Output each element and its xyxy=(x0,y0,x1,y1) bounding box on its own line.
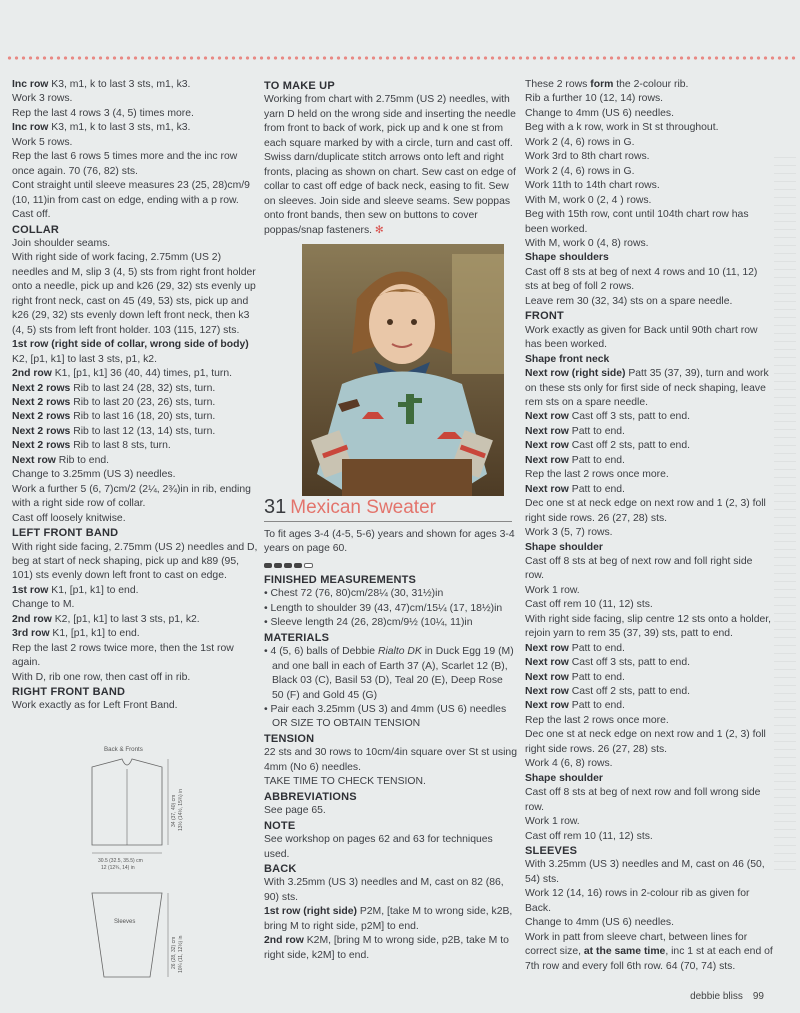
material-item: • 4 (5, 6) balls of Debbie Rialto DK in Duck Egg 19 (M) and one ball in each of Earth 37 (A), Scarlet 12 (B), Black 03 (C), Basil 53 (D), Teal 20 (E), Deep Rose 50 (F) and Gold 45 (G) xyxy=(264,646,514,701)
back-width-label: 30.5 (32.5, 35.5) cm xyxy=(98,858,143,864)
instruction-text: K3, m1, k to last 3 sts, m1, k3. xyxy=(48,122,191,134)
instruction-text: K2M, [bring M to wrong side, p2B, take M to right side, k2M] to end. xyxy=(264,935,509,961)
instruction-text: Rib a further 10 (12, 14) rows. xyxy=(525,93,664,105)
instruction-line xyxy=(525,656,773,670)
instruction-line xyxy=(525,107,773,121)
instruction-keyword: Next row xyxy=(525,642,569,654)
instruction-line xyxy=(12,541,258,584)
instruction-line xyxy=(525,92,773,106)
instruction-text: Work 5 rows. xyxy=(12,136,73,148)
instruction-line xyxy=(525,179,773,193)
instruction-text: Cast off rem 10 (11, 12) sts. xyxy=(525,599,653,611)
instruction-text: Join shoulder seams. xyxy=(12,237,111,249)
shape-shoulder-instructions xyxy=(525,555,773,772)
instruction-line xyxy=(12,251,258,338)
instruction-text: Work exactly as given for Back until 90th chart row has been worked. xyxy=(525,324,758,351)
sleeve-outline xyxy=(92,893,162,977)
collar-heading: COLLAR xyxy=(12,223,60,236)
instruction-text: Beg with 15th row, cont until 104th chart row has been worked. xyxy=(525,209,749,235)
size-intro: To fit ages 3-4 (4-5, 5-6) years and shown for ages 3-4 years on page 60. xyxy=(264,528,515,555)
measurement-text: Chest 72 (76, 80)cm/28¼ (30, 31½)in xyxy=(270,588,444,600)
instruction-keyword: Next row xyxy=(525,425,569,437)
instruction-keyword: Next row xyxy=(525,411,569,423)
instruction-line xyxy=(525,699,773,713)
instruction-line xyxy=(525,410,773,424)
instruction-keyword: Inc row xyxy=(12,122,49,134)
instruction-text: Rib to last 16 (18, 20) sts, turn. xyxy=(70,411,216,423)
back-fronts-label: Back & Fronts xyxy=(104,746,143,753)
sleeve-height-in-label: 10¼ (11, 12½) in xyxy=(178,935,184,973)
instruction-line xyxy=(525,815,773,829)
back-width-in-label: 12 (12¾, 14) in xyxy=(101,865,135,871)
collar-instructions xyxy=(12,237,258,526)
instruction-line xyxy=(12,598,258,612)
instruction-line xyxy=(12,671,258,685)
instruction-keyword: Next row xyxy=(525,686,569,698)
material-item: • Pair each 3.25mm (US 3) and 4mm (US 6) needles OR SIZE TO OBTAIN TENSION xyxy=(264,703,507,730)
instruction-text: Rep the last 6 rows 5 times more and the inc row once again. 70 (76, 82) sts. xyxy=(12,151,238,177)
shape-shoulder-2-heading: Shape shoulder xyxy=(525,772,603,784)
instruction-line xyxy=(525,584,773,598)
instruction-text: Work 1 row. xyxy=(525,584,580,596)
instruction-text: Change to 4mm (US 6) needles. xyxy=(525,107,675,119)
instruction-line xyxy=(525,714,773,728)
measurements-list xyxy=(264,587,517,630)
instruction-keyword: Next row xyxy=(525,454,569,466)
instruction-text: Beg with a k row, work in St st throughout. xyxy=(525,122,719,134)
instruction-line xyxy=(12,237,258,251)
instruction-text: K2, [p1, k1] to last 3 sts, p1, k2. xyxy=(51,613,200,625)
instruction-keyword: Next 2 rows xyxy=(12,382,71,394)
instruction-text: K3, m1, k to last 3 sts, m1, k3. xyxy=(48,79,191,90)
left-front-band-heading: LEFT FRONT BAND xyxy=(12,527,119,540)
sleeve-height-label: 26 (28, 32) cm xyxy=(171,936,177,969)
instruction-keyword: Next 2 rows xyxy=(12,411,71,423)
instruction-line xyxy=(12,92,258,106)
instruction-keyword: 2nd row xyxy=(12,613,52,625)
instruction-line xyxy=(525,497,773,526)
pattern-number: 31 xyxy=(264,495,287,518)
instruction-keyword: 2nd row xyxy=(12,368,52,380)
abbreviations-heading: ABBREVIATIONS xyxy=(264,790,357,803)
materials-heading: MATERIALS xyxy=(264,631,330,644)
instruction-line xyxy=(525,78,773,92)
schematic-svg xyxy=(82,745,202,1005)
tension-check: TAKE TIME TO CHECK TENSION. xyxy=(264,776,426,788)
instruction-line xyxy=(12,208,258,222)
instruction-line xyxy=(12,179,258,208)
end-star-icon: ✻ xyxy=(374,224,384,236)
column-1 xyxy=(12,78,258,714)
page-footer xyxy=(680,991,764,1002)
instruction-line xyxy=(525,858,773,887)
instruction-keyword: Next row xyxy=(525,657,569,669)
instruction-line xyxy=(12,107,258,121)
instruction-text: K1, [p1, k1] 36 (40, 44) times, p1, turn. xyxy=(51,368,233,380)
instruction-text: Rib to last 24 (28, 32) sts, turn. xyxy=(70,382,216,394)
instruction-line xyxy=(525,887,773,916)
instruction-text: Rib to last 8 sts, turn. xyxy=(70,440,171,452)
instruction-text: Leave rem 30 (32, 34) sts on a spare needle. xyxy=(525,295,733,307)
instruction-line xyxy=(525,526,773,540)
back-height-label: 34 (37, 40) cm xyxy=(171,794,177,827)
instruction-text: Cont straight until sleeve measures 23 (25, 28)cm/9 (10, 11)in from cast on edge, ending with a p row. xyxy=(12,180,250,206)
instruction-text: Work 2 (4, 6) rows in G. xyxy=(525,136,635,148)
measurement-item: • Length to shoulder 39 (43, 47)cm/15¼ (17, 18½)in xyxy=(264,602,503,614)
instruction-line xyxy=(264,876,517,905)
instruction-text: Cast off 2 sts, patt to end. xyxy=(568,686,690,698)
instruction-line xyxy=(525,367,773,410)
instruction-text: Work in patt from sleeve chart, between lines for correct size, xyxy=(525,931,748,958)
instruction-line xyxy=(525,642,773,656)
instruction-text: Rep the last 4 rows 3 (4, 5) times more. xyxy=(12,107,194,119)
instruction-line xyxy=(525,786,773,815)
instruction-text: Rep the last 2 rows once more. xyxy=(525,714,669,726)
instruction-line xyxy=(525,598,773,612)
instruction-line xyxy=(525,931,773,974)
instruction-keyword: Next row xyxy=(525,440,569,452)
instruction-line xyxy=(12,382,258,396)
instruction-text: Dec one st at neck edge on next row and 1 (2, 3) foll right side rows. 26 (27, 28) sts. xyxy=(525,729,766,755)
instruction-line xyxy=(12,396,258,410)
instruction-line xyxy=(264,934,517,963)
material-text: in Duck Egg 19 (M) and one ball in each of Earth 37 (A), Scarlet 12 (B), Black 03 (C), Basil 53 (D), Teal 20 (E), Deep Rose 50 (F) and Gold 45 (G) xyxy=(272,646,514,701)
instruction-keyword: 1st row (right side of collar, wrong side of body) xyxy=(12,339,249,351)
instruction-text: Patt 35 (37, 39), turn and work on these sts only for first side of neck shaping, leave rem sts on a spare needle. xyxy=(525,368,769,408)
sleeves-instructions xyxy=(525,858,773,974)
note-text: See workshop on pages 62 and 63 for techniques used. xyxy=(264,834,493,860)
instruction-line xyxy=(525,555,773,584)
sleeves-heading: SLEEVES xyxy=(525,845,578,858)
instruction-text: K1, [p1, k1] to end. xyxy=(48,584,139,596)
front-neck-instructions xyxy=(525,367,773,540)
instruction-text: With M, work 0 (4, 8) rows. xyxy=(525,237,649,249)
instruction-line xyxy=(525,439,773,453)
tension-text: 22 sts and 30 rows to 10cm/4in square over St st using 4mm (No 6) needles. xyxy=(264,747,517,773)
instruction-line xyxy=(525,685,773,699)
instruction-line xyxy=(12,454,258,468)
instruction-line xyxy=(525,165,773,179)
instruction-line xyxy=(12,627,258,641)
instruction-line xyxy=(12,512,258,526)
instruction-text: Change to 4mm (US 6) needles. xyxy=(525,917,675,929)
instruction-line xyxy=(12,483,258,512)
measurement-text: Length to shoulder 39 (43, 47)cm/15¼ (17, 18½)in xyxy=(270,602,503,614)
instruction-text: Work a further 5 (6, 7)cm/2 (2¼, 2¾)in in rib, ending with a right side row of collar. xyxy=(12,483,251,510)
instruction-keyword: at the same time xyxy=(583,946,666,958)
instruction-text: the 2-colour rib. xyxy=(613,79,689,90)
instruction-keyword: 1st row xyxy=(12,584,49,596)
instruction-keyword: 1st row (right side) xyxy=(264,906,357,918)
instruction-text: Work 3rd to 8th chart rows. xyxy=(525,151,650,163)
tension-heading: TENSION xyxy=(264,732,315,745)
abbreviations-text: See page 65. xyxy=(264,805,326,817)
instruction-line xyxy=(12,613,258,627)
instruction-text: Work 3 rows. xyxy=(12,93,73,105)
right-band-instructions xyxy=(12,699,258,713)
instruction-line xyxy=(12,150,258,179)
shape-front-neck-heading: Shape front neck xyxy=(525,353,610,365)
front-heading: FRONT xyxy=(525,310,564,323)
measurement-text: Sleeve length 24 (26, 28)cm/9½ (10¼, 11)in xyxy=(270,617,473,629)
instruction-text: With D, rib one row, then cast off in rib. xyxy=(12,671,191,683)
sleeve-continued xyxy=(12,78,258,223)
instruction-line xyxy=(12,699,258,713)
page-number: 99 xyxy=(752,991,764,1002)
instruction-text: Rib to last 20 (23, 26) sts, turn. xyxy=(70,396,216,408)
instruction-line xyxy=(12,121,258,135)
instruction-line xyxy=(12,468,258,482)
instruction-line xyxy=(12,439,258,453)
back-continued xyxy=(525,78,773,251)
instruction-line xyxy=(12,642,258,671)
column-3 xyxy=(525,78,773,974)
instruction-text: With 3.25mm (US 3) needles and M, cast on 46 (50, 54) sts. xyxy=(525,859,765,885)
instruction-line xyxy=(525,671,773,685)
shape-shoulder-heading: Shape shoulder xyxy=(525,541,603,553)
instruction-line xyxy=(525,194,773,208)
instruction-line xyxy=(12,78,258,92)
instruction-line xyxy=(12,136,258,150)
instruction-text: These 2 rows xyxy=(525,79,591,90)
instruction-line xyxy=(525,266,773,295)
instruction-line xyxy=(525,916,773,930)
child-sweater-photo xyxy=(302,244,504,496)
shape-shoulders-heading: Shape shoulders xyxy=(525,252,609,264)
instruction-keyword: Inc row xyxy=(12,79,49,90)
instruction-keyword: Next 2 rows xyxy=(12,440,71,452)
instruction-text: Work exactly as for Left Front Band. xyxy=(12,700,178,712)
instruction-text: Cast off 8 sts at beg of next row and foll right side row. xyxy=(525,555,753,582)
instruction-text: Rep the last 2 rows twice more, then the 1st row again. xyxy=(12,642,234,669)
page-edge-texture xyxy=(774,150,796,870)
instruction-text: Work 3 (5, 7) rows. xyxy=(525,527,613,539)
photo-svg xyxy=(302,244,504,496)
instruction-keyword: Next row (right side) xyxy=(525,368,626,380)
pattern-title-line xyxy=(264,496,517,519)
schematic-diagram xyxy=(82,745,202,1005)
instruction-line xyxy=(525,613,773,642)
instruction-line xyxy=(525,728,773,757)
instruction-text: Change to 3.25mm (US 3) needles. xyxy=(12,469,176,481)
instruction-text: Cast off 3 sts, patt to end. xyxy=(568,657,690,669)
instruction-line xyxy=(525,295,773,309)
instruction-line xyxy=(525,454,773,468)
instruction-text: With right side of work facing, 2.75mm (US 2) needles and M, slip 3 (4, 5) sts from right front holder onto a needle, pick up and k26 (29, 32) sts evenly up right front neck, cast on 45 (49, 53) sts, pick up and k26 (29, 32) sts evenly down left front neck, then k3 (4, 5) sts from left front holder. 103 (115, 127) sts. xyxy=(12,252,256,336)
instruction-text: With right side facing, 2.75mm (US 2) needles and D, beg at start of neck shaping, pick up and k89 (95, 101) sts evenly down left front to cast on edge. xyxy=(12,541,258,582)
instruction-text: K1, [p1, k1] to end. xyxy=(49,628,140,640)
make-up-heading: TO MAKE UP xyxy=(264,80,335,92)
pattern-title: Mexican Sweater xyxy=(290,496,436,518)
instruction-line xyxy=(525,483,773,497)
instruction-line xyxy=(525,150,773,164)
instruction-text: Cast off loosely knitwise. xyxy=(12,512,126,524)
make-up-text: Working from chart with 2.75mm (US 2) needles, with yarn D held on the wrong side and inserting the needle from front to back of work, pick up and k one st from each square marked by with a circle, turn and cast off. Swiss darn/duplicate stitch arrows onto left and right fronts, placing as shown on chart. Sew cast on edge of collar to cast off edge of back neck, easing to fit. Sew on sleeves. Join side and sleeve seams. Sew poppas onto front bands, then sew on buttons to cover poppas/snap fasteners. ✻ xyxy=(264,94,516,236)
instruction-text: Cast off. xyxy=(12,209,51,221)
instruction-line xyxy=(525,136,773,150)
instruction-keyword: Next row xyxy=(12,454,56,466)
instruction-text: Work 2 (4, 6) rows in G. xyxy=(525,165,635,177)
instruction-text: Work 12 (14, 16) rows in 2-colour rib as given for Back. xyxy=(525,888,750,914)
instruction-text: Work 11th to 14th chart rows. xyxy=(525,180,660,192)
back-heading: BACK xyxy=(264,862,297,875)
instruction-line xyxy=(525,121,773,135)
material-text: Pair each 3.25mm (US 3) and 4mm (US 6) needles OR SIZE TO OBTAIN TENSION xyxy=(270,703,507,730)
instruction-text: K2, [p1, k1] to last 3 sts, p1, k2. xyxy=(12,353,157,365)
instruction-line xyxy=(525,324,773,353)
yarn-name: Rialto DK xyxy=(377,646,422,658)
left-band-instructions xyxy=(12,541,258,686)
title-rule xyxy=(264,521,512,522)
instruction-line xyxy=(12,410,258,424)
instruction-keyword: Next row xyxy=(525,700,569,712)
instruction-line xyxy=(12,338,258,367)
instruction-text: Rep the last 2 rows once more. xyxy=(525,469,669,481)
instruction-text: Patt to end. xyxy=(568,483,625,495)
instruction-text: Patt to end. xyxy=(568,671,625,683)
measurement-item: • Chest 72 (76, 80)cm/28¼ (30, 31½)in xyxy=(264,588,444,600)
instruction-text: With right side facing, slip centre 12 sts onto a holder, rejoin yarn to rem 35 (37, 39) sts, patt to end. xyxy=(525,613,772,640)
instruction-line xyxy=(12,584,258,598)
instruction-text: With M, work 0 (2, 4 ) rows. xyxy=(525,194,652,206)
instruction-text: P2M, [take M to wrong side, k2B, bring M to right side, p2M] to end. xyxy=(264,906,513,932)
instruction-keyword: Next 2 rows xyxy=(12,396,71,408)
material-text: 4 (5, 6) balls of Debbie xyxy=(270,646,378,658)
instruction-line xyxy=(525,830,773,844)
instruction-text: Work 1 row. xyxy=(525,816,580,828)
instruction-text: With 3.25mm (US 3) needles and M, cast on 82 (86, 90) sts. xyxy=(264,877,504,903)
note-heading: NOTE xyxy=(264,819,296,832)
back-height-in-label: 13½ (14½, 15¾) in xyxy=(178,789,184,831)
instruction-keyword: Next 2 rows xyxy=(12,425,71,437)
instruction-text: Cast off rem 10 (11, 12) sts. xyxy=(525,830,653,842)
instruction-text: Dec one st at neck edge on next row and 1 (2, 3) foll right side rows. 26 (27, 28) sts. xyxy=(525,498,766,524)
instruction-text: Rib to end. xyxy=(55,454,110,466)
instruction-text: Cast off 8 sts at beg of next row and foll wrong side row. xyxy=(525,787,761,813)
shape-shoulders-instructions xyxy=(525,266,773,309)
instruction-text: Patt to end. xyxy=(568,454,625,466)
instruction-text: Patt to end. xyxy=(568,700,625,712)
instruction-line xyxy=(525,425,773,439)
instruction-line xyxy=(12,367,258,381)
instruction-text: Cast off 8 sts at beg of next 4 rows and 10 (11, 12) sts at beg of foll 2 rows. xyxy=(525,266,758,293)
instruction-line xyxy=(525,757,773,771)
measurement-item: • Sleeve length 24 (26, 28)cm/9½ (10¼, 11)in xyxy=(264,617,473,629)
instruction-keyword: Next row xyxy=(525,483,569,495)
shape-shoulder-2-instructions xyxy=(525,786,773,844)
instruction-keyword: form xyxy=(590,79,614,90)
instruction-text: Rib to last 12 (13, 14) sts, turn. xyxy=(70,425,216,437)
instruction-text: Patt to end. xyxy=(568,425,625,437)
instruction-keyword: 2nd row xyxy=(264,935,304,947)
front-instructions xyxy=(525,324,773,353)
instruction-text: Cast off 2 sts, patt to end. xyxy=(568,440,690,452)
sleeves-label: Sleeves xyxy=(114,919,136,925)
instruction-line xyxy=(525,468,773,482)
instruction-line xyxy=(12,425,258,439)
instruction-text: , inc 1 st at each end of 7th row and every foll 6th row. 64 (70, 74) sts. xyxy=(525,946,773,972)
right-front-band-heading: RIGHT FRONT BAND xyxy=(12,686,126,699)
finished-measurements-heading: FINISHED MEASUREMENTS xyxy=(264,573,417,586)
instruction-text: Work 4 (6, 8) rows. xyxy=(525,758,613,770)
instruction-line xyxy=(264,905,517,934)
instruction-text: Patt to end. xyxy=(568,642,625,654)
dotted-divider xyxy=(6,55,796,61)
back-instructions xyxy=(264,876,517,963)
instruction-keyword: 3rd row xyxy=(12,628,50,640)
instruction-text: Cast off 3 sts, patt to end. xyxy=(568,411,690,423)
column-2 xyxy=(264,79,517,963)
difficulty-rating-icon xyxy=(264,563,517,568)
instruction-line xyxy=(525,237,773,251)
instruction-line xyxy=(525,208,773,237)
materials-list xyxy=(264,645,517,732)
instruction-keyword: Next row xyxy=(525,671,569,683)
instruction-text: Change to M. xyxy=(12,599,75,611)
footer-brand: debbie bliss xyxy=(690,991,743,1002)
